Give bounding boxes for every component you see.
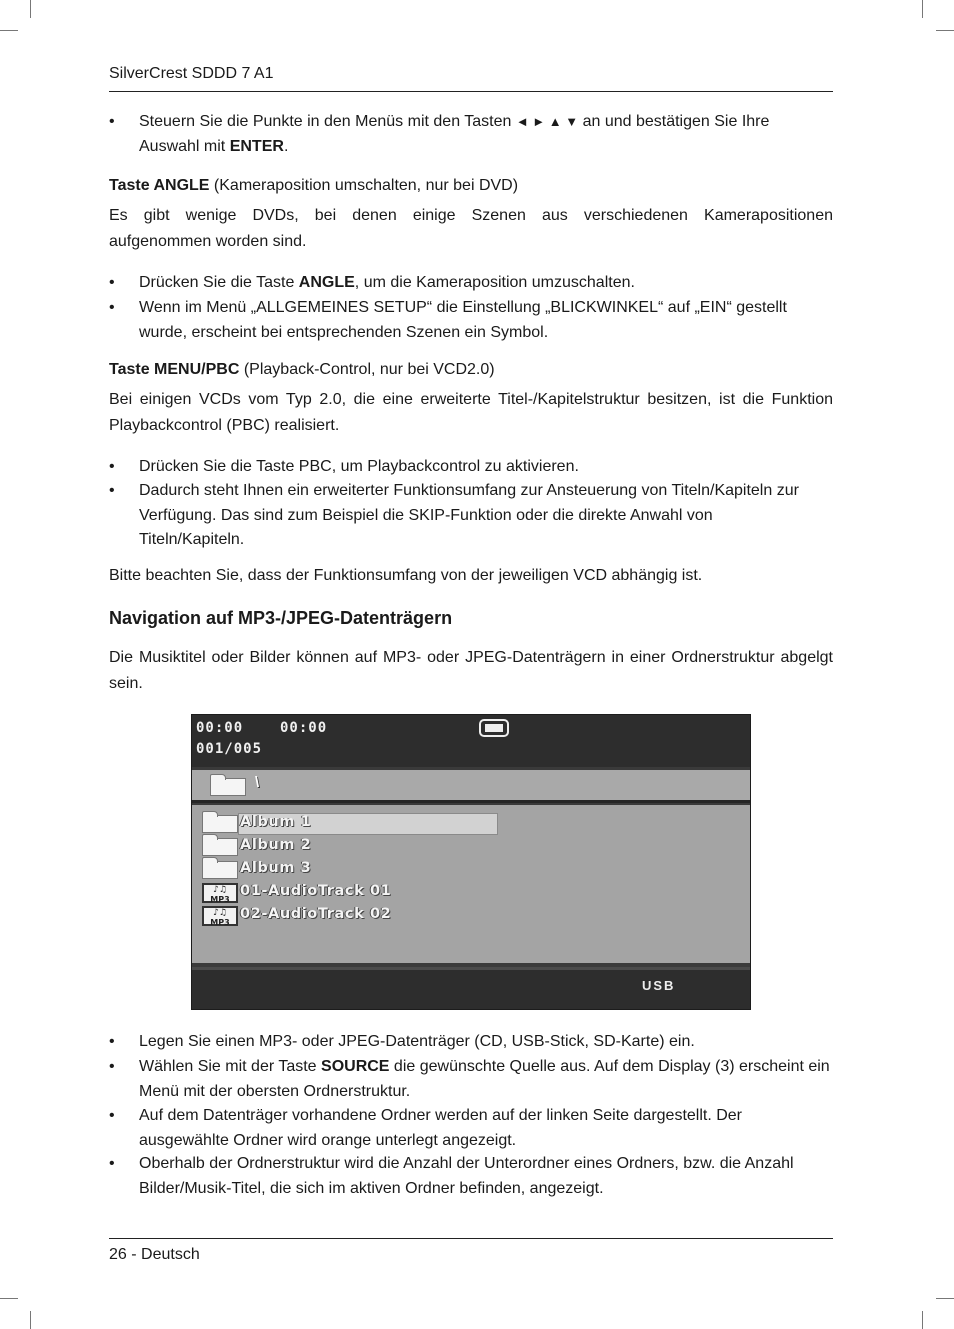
footer-separator: - — [126, 1246, 142, 1263]
footer-language: Deutsch — [141, 1246, 200, 1263]
list-item-album-2[interactable] — [202, 836, 498, 858]
item-counter: 001/005 — [196, 741, 263, 757]
list-item — [109, 1055, 833, 1104]
current-path: \ — [255, 774, 260, 791]
bullet-text: Drücken Sie die Taste ANGLE, um die Kameraposition umzuschalten. — [139, 274, 635, 291]
bullet-text: Drücken Sie die Taste PBC, um Playbackcontrol zu aktivieren. — [139, 458, 579, 475]
angle-paragraph-line: Es gibt wenige DVDs, bei denen einige Szenen aus verschiedenen Kamerapositionen — [109, 207, 833, 224]
item-label: Album 3 — [240, 860, 312, 876]
folder-icon — [202, 861, 238, 879]
menu-paragraph-line: Playbackcontrol (PBC) realisiert. — [109, 417, 340, 434]
bullet-dot: • — [109, 274, 115, 291]
bullet-text: Oberhalb der Ordnerstruktur wird die Anzahl der Unterordner eines Ordners, bzw. die Anzahl Bilder/Musik-Titel, die sich im aktiven Ordner befinden, angezeigt. — [139, 1155, 794, 1197]
path-bar — [192, 770, 750, 803]
list-item — [109, 296, 833, 345]
bullet-text: Legen Sie einen MP3- oder JPEG-Datenträger (CD, USB-Stick, SD-Karte) ein. — [139, 1033, 695, 1050]
section-intro: Die Musiktitel oder Bilder können auf MP3- oder JPEG-Datenträgern in einer Ordnerstruktur abgelgt — [109, 649, 833, 666]
folder-icon — [202, 815, 238, 833]
bullet-dot: • — [109, 113, 115, 130]
menu-heading: Taste MENU/PBC (Playback-Control, nur bei VCD2.0) — [109, 361, 495, 378]
status-bar — [192, 715, 750, 767]
crop-mark — [0, 30, 18, 31]
bullet-dot: • — [109, 1058, 115, 1075]
bullet-dot: • — [109, 458, 115, 475]
arrow-keys-icon: ◄ ► ▲ ▼ — [515, 114, 579, 129]
mp3-file-icon: ♪♫ MP3 — [202, 906, 238, 926]
angle-paragraph-line: aufgenommen worden sind. — [109, 233, 307, 250]
crop-mark — [922, 1311, 923, 1329]
list-item — [109, 1152, 833, 1201]
bullet-dot: • — [109, 1107, 115, 1124]
list-item-track-1[interactable] — [202, 882, 498, 904]
list-item — [109, 1030, 833, 1055]
crop-mark — [922, 0, 923, 18]
menu-paragraph-line: Bei einigen VCDs vom Typ 2.0, die eine erweiterte Titel-/Kapitelstruktur besitzen, ist die Funktion — [109, 391, 833, 408]
page-header — [109, 63, 833, 92]
section-heading: Navigation auf MP3-/JPEG-Datenträgern — [109, 608, 453, 628]
crop-mark — [30, 1311, 31, 1329]
bullet-text: Wählen Sie mit der Taste SOURCE die gewünschte Quelle aus. Auf dem Display (3) erscheint ein Menü mit der obersten Ordnerstruktur. — [139, 1058, 830, 1100]
list-item-album-1[interactable] — [202, 813, 498, 835]
list-item — [109, 479, 833, 553]
list-item — [109, 1104, 833, 1153]
bullet-dot: • — [109, 299, 115, 316]
file-list — [192, 805, 750, 963]
elapsed-time: 00:00 — [196, 720, 244, 736]
crop-mark — [0, 1298, 18, 1299]
angle-heading: Taste ANGLE (Kameraposition umschalten, nur bei DVD) — [109, 177, 519, 194]
bullet-dot: • — [109, 482, 115, 499]
playback-mode-icon — [479, 719, 509, 737]
list-item — [109, 455, 833, 480]
source-bar — [192, 967, 750, 1009]
bullet-text: Wenn im Menü „ALLGEMEINES SETUP“ die Einstellung „BLICKWINKEL“ auf „EIN“ gestellt wurde, erscheint bei entsprechenden Szenen ein Symbol. — [139, 299, 787, 341]
crop-mark — [936, 1298, 954, 1299]
list-item — [109, 110, 833, 159]
media-browser-screen — [191, 714, 751, 1010]
total-time: 00:00 — [280, 720, 328, 736]
bullet-text: Steuern Sie die Punkte in den Menüs mit den Tasten ◄ ► ▲ ▼ an und bestätigen Sie Ihre Auswahl mit ENTER. — [139, 113, 770, 155]
bullet-text: Auf dem Datenträger vorhandene Ordner werden auf der linken Seite dargestellt. Der ausgewählte Ordner wird orange unterlegt angezeigt. — [139, 1107, 743, 1149]
bullet-text: Dadurch steht Ihnen ein erweiterter Funktionsumfang zur Ansteuerung von Titeln/Kapiteln zur Verfügung. Das sind zum Beispiel die SKIP-Funktion oder die direkte Anwahl von Titeln/Kapiteln. — [139, 482, 799, 548]
item-label: 01-AudioTrack 01 — [240, 883, 392, 899]
crop-mark — [30, 0, 31, 18]
section-intro-end: sein. — [109, 675, 143, 692]
item-label: Album 1 — [240, 814, 312, 830]
page-number: 26 — [109, 1246, 127, 1263]
item-label: 02-AudioTrack 02 — [240, 906, 392, 922]
folder-icon — [210, 778, 246, 796]
bullet-dot: • — [109, 1155, 115, 1172]
bullet-dot: • — [109, 1033, 115, 1050]
list-item — [109, 271, 833, 296]
list-item-album-3[interactable] — [202, 859, 498, 881]
note-text: Bitte beachten Sie, dass der Funktionsumfang von der jeweiligen VCD abhängig ist. — [109, 567, 703, 584]
folder-icon — [202, 838, 238, 856]
list-item-track-2[interactable] — [202, 905, 498, 927]
page-footer — [109, 1238, 833, 1266]
crop-mark — [936, 30, 954, 31]
source-label: USB — [642, 978, 676, 993]
item-label: Album 2 — [240, 837, 312, 853]
mp3-file-icon: ♪♫ MP3 — [202, 883, 238, 903]
header-title: SilverCrest SDDD 7 A1 — [109, 65, 274, 82]
